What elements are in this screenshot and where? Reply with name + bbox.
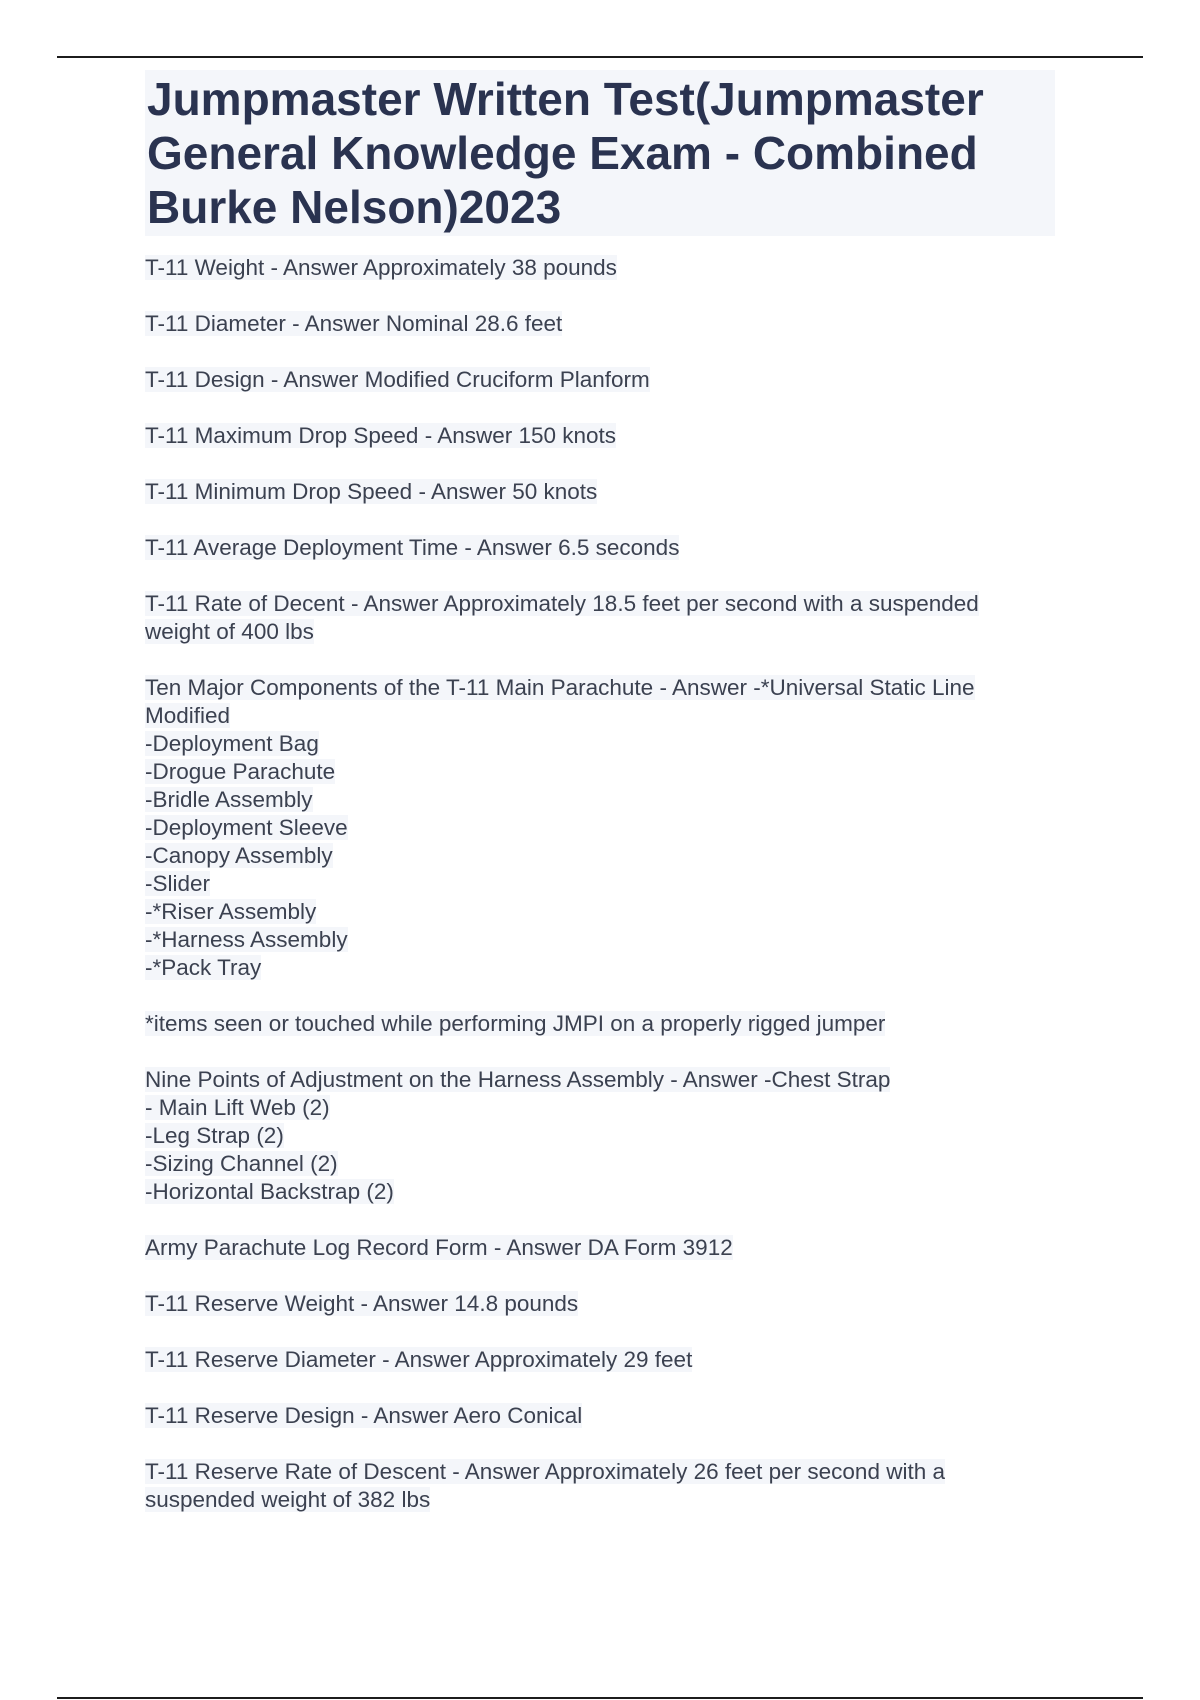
qa-entry bbox=[145, 1458, 1055, 1514]
qa-line-text: T-11 Minimum Drop Speed - Answer 50 knots bbox=[145, 479, 598, 504]
qa-line bbox=[145, 1234, 1055, 1262]
qa-entry bbox=[145, 1402, 1055, 1430]
qa-line bbox=[145, 366, 1055, 394]
qa-line bbox=[145, 1066, 1055, 1094]
qa-line bbox=[145, 758, 1055, 786]
qa-line bbox=[145, 1458, 1055, 1486]
qa-line-text: -*Riser Assembly bbox=[145, 899, 317, 924]
document-title: Jumpmaster Written Test(Jumpmaster General Knowledge Exam - Combined Burke Nelson)2023 bbox=[147, 73, 984, 233]
qa-line bbox=[145, 1290, 1055, 1318]
qa-line bbox=[145, 702, 1055, 730]
qa-entry bbox=[145, 422, 1055, 450]
top-rule bbox=[57, 56, 1143, 58]
qa-line bbox=[145, 590, 1055, 618]
qa-line-text: T-11 Average Deployment Time - Answer 6.5 seconds bbox=[145, 535, 680, 560]
qa-line bbox=[145, 1402, 1055, 1430]
qa-line-text: -Sizing Channel (2) bbox=[145, 1151, 338, 1176]
qa-line-text: -Leg Strap (2) bbox=[145, 1123, 284, 1148]
qa-line-text: *items seen or touched while performing JMPI on a properly rigged jumper bbox=[145, 1011, 886, 1036]
qa-line bbox=[145, 730, 1055, 758]
qa-line-text: T-11 Rate of Decent - Answer Approximately 18.5 feet per second with a suspended bbox=[145, 591, 979, 616]
qa-line bbox=[145, 1178, 1055, 1206]
qa-line-text: -Deployment Bag bbox=[145, 731, 319, 756]
qa-line bbox=[145, 422, 1055, 450]
qa-entry bbox=[145, 590, 1055, 646]
qa-line bbox=[145, 926, 1055, 954]
qa-line-text: T-11 Reserve Design - Answer Aero Conical bbox=[145, 1403, 583, 1428]
title-block bbox=[145, 70, 1055, 236]
qa-line bbox=[145, 898, 1055, 926]
qa-line-text: suspended weight of 382 lbs bbox=[145, 1487, 431, 1512]
qa-line-text: T-11 Reserve Rate of Descent - Answer Approximately 26 feet per second with a bbox=[145, 1459, 945, 1484]
qa-line bbox=[145, 814, 1055, 842]
qa-line-text: -Deployment Sleeve bbox=[145, 815, 348, 840]
qa-line-text: -Bridle Assembly bbox=[145, 787, 313, 812]
qa-line-text: T-11 Reserve Diameter - Answer Approximately 29 feet bbox=[145, 1347, 693, 1372]
qa-line bbox=[145, 310, 1055, 338]
qa-line bbox=[145, 478, 1055, 506]
qa-line-text: T-11 Design - Answer Modified Cruciform Planform bbox=[145, 367, 650, 392]
qa-line bbox=[145, 674, 1055, 702]
qa-entry bbox=[145, 1010, 1055, 1038]
qa-line-text: - Main Lift Web (2) bbox=[145, 1095, 330, 1120]
qa-line bbox=[145, 534, 1055, 562]
qa-entry bbox=[145, 1066, 1055, 1206]
qa-line-text: -*Harness Assembly bbox=[145, 927, 348, 952]
qa-line bbox=[145, 1486, 1055, 1514]
qa-line-text: T-11 Diameter - Answer Nominal 28.6 feet bbox=[145, 311, 563, 336]
qa-line bbox=[145, 954, 1055, 982]
qa-entry bbox=[145, 310, 1055, 338]
qa-entry bbox=[145, 534, 1055, 562]
document-body bbox=[145, 70, 1055, 1542]
qa-line-text: weight of 400 lbs bbox=[145, 619, 314, 644]
qa-entry bbox=[145, 478, 1055, 506]
qa-entry bbox=[145, 674, 1055, 982]
qa-line-text: T-11 Maximum Drop Speed - Answer 150 knots bbox=[145, 423, 617, 448]
qa-line bbox=[145, 254, 1055, 282]
qa-line-text: Modified bbox=[145, 703, 231, 728]
qa-line-text: -*Pack Tray bbox=[145, 955, 262, 980]
qa-entry bbox=[145, 366, 1055, 394]
qa-line bbox=[145, 1094, 1055, 1122]
qa-line bbox=[145, 842, 1055, 870]
qa-line bbox=[145, 1150, 1055, 1178]
bottom-rule bbox=[57, 1697, 1143, 1699]
qa-line-text: Nine Points of Adjustment on the Harness Assembly - Answer -Chest Strap bbox=[145, 1067, 891, 1092]
qa-line bbox=[145, 1346, 1055, 1374]
qa-line-text: -Slider bbox=[145, 871, 211, 896]
qa-list bbox=[145, 254, 1055, 1514]
qa-line-text: -Horizontal Backstrap (2) bbox=[145, 1179, 394, 1204]
qa-line bbox=[145, 786, 1055, 814]
qa-line-text: T-11 Weight - Answer Approximately 38 pounds bbox=[145, 255, 617, 280]
qa-line-text: -Drogue Parachute bbox=[145, 759, 336, 784]
qa-line bbox=[145, 1122, 1055, 1150]
qa-entry bbox=[145, 1234, 1055, 1262]
qa-line bbox=[145, 618, 1055, 646]
qa-entry bbox=[145, 1346, 1055, 1374]
qa-line bbox=[145, 1010, 1055, 1038]
qa-entry bbox=[145, 254, 1055, 282]
qa-entry bbox=[145, 1290, 1055, 1318]
qa-line-text: -Canopy Assembly bbox=[145, 843, 333, 868]
qa-line-text: Army Parachute Log Record Form - Answer DA Form 3912 bbox=[145, 1235, 733, 1260]
qa-line-text: T-11 Reserve Weight - Answer 14.8 pounds bbox=[145, 1291, 579, 1316]
qa-line bbox=[145, 870, 1055, 898]
qa-line-text: Ten Major Components of the T-11 Main Parachute - Answer -*Universal Static Line bbox=[145, 675, 975, 700]
